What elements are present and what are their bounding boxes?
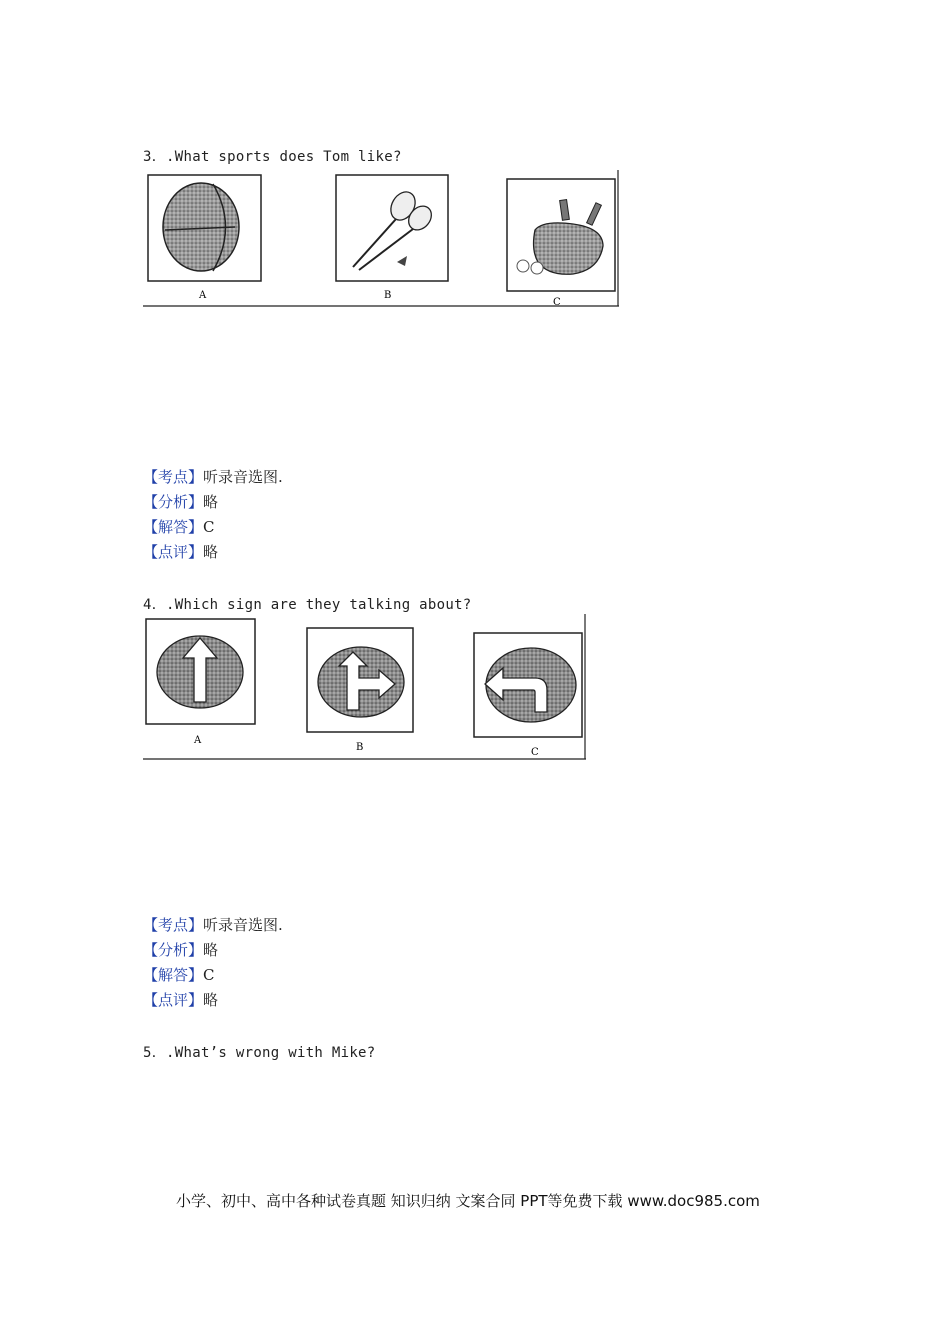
jieda-tag: 【解答】: [143, 518, 204, 536]
option-b-label: B: [384, 290, 392, 301]
dianping-tag: 【点评】: [143, 543, 204, 561]
option-c-label: C: [553, 297, 561, 308]
straight-arrow-sign-icon: [146, 619, 255, 724]
jieda-text: C: [203, 518, 215, 536]
kaodian-text: 听录音选图.: [203, 916, 283, 934]
dianping-tag: 【点评】: [143, 991, 204, 1009]
basketball-icon: [148, 175, 261, 281]
fenxi-text: 略: [203, 493, 219, 511]
question-4-analysis: [143, 913, 283, 1013]
kaodian-tag: 【考点】: [143, 468, 204, 486]
question-5-text: 5．.What’s wrong with Mike?: [143, 1045, 376, 1061]
dianping-text: 略: [203, 991, 219, 1009]
footer-text: 小学、初中、高中各种试卷真题 知识归纳 文案合同 PPT等免费下载 www.doc985.com: [176, 1192, 760, 1210]
kaodian-text: 听录音选图.: [203, 468, 283, 486]
straight-or-right-sign-icon: [307, 628, 413, 732]
fenxi-text: 略: [203, 941, 219, 959]
option-c-label-q4: C: [531, 747, 539, 758]
question-3-analysis: [143, 465, 283, 565]
option-b-label-q4: B: [356, 742, 364, 753]
fenxi-tag: 【分析】: [143, 941, 204, 959]
dianping-text: 略: [203, 543, 219, 561]
jieda-text: C: [203, 966, 215, 984]
question-4-image-options: [143, 614, 589, 762]
question-4-text: 4．.Which sign are they talking about?: [143, 597, 472, 613]
kaodian-tag: 【考点】: [143, 916, 204, 934]
question-3-text: 3．.What sports does Tom like?: [143, 149, 402, 165]
table-tennis-icon: [507, 179, 615, 291]
fenxi-tag: 【分析】: [143, 493, 204, 511]
option-a-label: A: [199, 290, 207, 301]
turn-left-sign-icon: [474, 633, 582, 737]
option-a-label-q4: A: [194, 735, 202, 746]
badminton-icon: [336, 175, 448, 281]
jieda-tag: 【解答】: [143, 966, 204, 984]
question-3-image-options: [143, 170, 623, 310]
